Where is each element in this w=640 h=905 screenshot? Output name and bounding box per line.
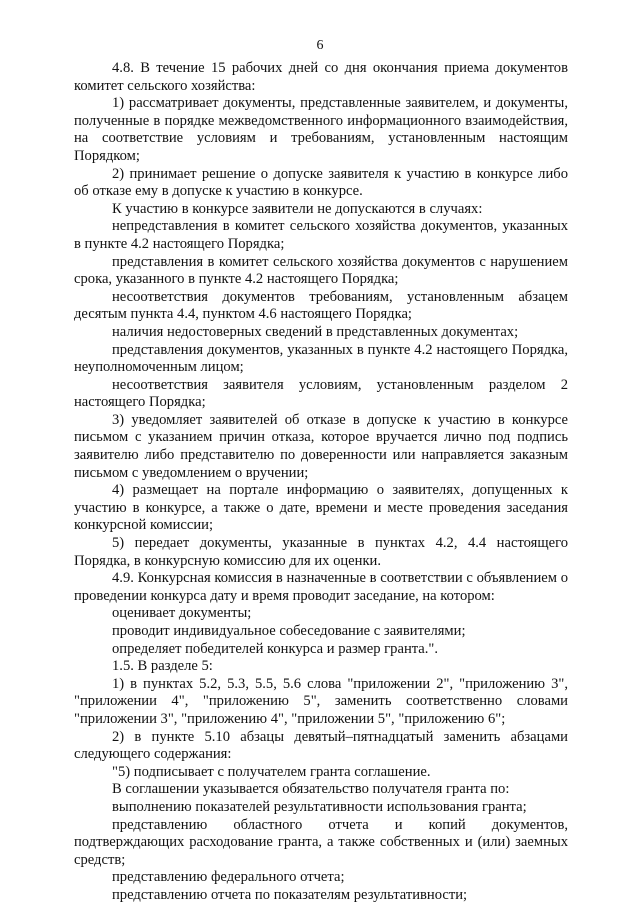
page-number: 6 [316, 38, 324, 53]
paragraph-4-9: 4.9. Конкурсная комиссия в назначенные в соответствии с объявлением о проведении конкурса дату и время проводит заседание, на котором: [74, 570, 568, 604]
paragraph-obligation-3: представлению федерального отчета; [112, 869, 345, 886]
paragraph-amend-1: 1) в пунктах 5.2, 5.3, 5.5, 5.6 слова "приложении 2", "приложению 3", "приложении 4", "приложению 5", заменить соответственно словами "приложении 3", "приложению 4", "приложении 5", "приложению 6"; [74, 675, 568, 727]
paragraph-evaluates: оценивает документы; [112, 605, 252, 622]
paragraph-case-2: представления в комитет сельского хозяйства документов с нарушением срока, указанного в пункте 4.2 настоящего Порядка; [74, 253, 568, 288]
paragraph-winners: определяет победителей конкурса и размер гранта.". [112, 640, 439, 657]
paragraph-case-5: представления документов, указанных в пункте 4.2 настоящего Порядка, неуполномоченным лицом; [74, 341, 568, 376]
paragraph-4-8: 4.8. В течение 15 рабочих дней со дня окончания приема документов комитет сельского хозяйства: [74, 60, 568, 94]
paragraph-case-3: несоответствия документов требованиям, установленным абзацем десятым пункта 4.4, пунктом 4.6 настоящего Порядка; [74, 288, 568, 323]
paragraph-case-6: несоответствия заявителя условиям, установленным разделом 2 настоящего Порядка; [74, 376, 568, 411]
paragraph-interview: проводит индивидуальное собеседование с заявителями; [112, 623, 466, 639]
paragraph-agreement-obligations: В соглашении указывается обязательство получателя гранта по: [112, 781, 510, 798]
paragraph-obligation-2: представлению областного отчета и копий документов, подтверждающих расходование гранта, а также собственных и (или) заемных средств; [74, 816, 568, 868]
paragraph-1-5: 1.5. В разделе 5: [112, 658, 213, 675]
paragraph-item-5: 5) передает документы, указанные в пунктах 4.2, 4.4 настоящего Порядка, в конкурсную комиссию для их оценки. [74, 535, 568, 569]
paragraph-item-4: 4) размещает на портале информацию о заявителях, допущенных к участию в конкурсе, а также о дате, времени и месте проведения заседания конкурсной комиссии; [74, 482, 568, 534]
paragraph-obligation-4: представлению отчета по показателям результативности; [112, 886, 468, 903]
paragraph-case-1: непредставления в комитет сельского хозяйства документов, указанных в пункте 4.2 настоящего Порядка; [74, 218, 568, 252]
paragraph-item-1: 1) рассматривает документы, представленные заявителем, и документы, полученные в порядке межведомственного информационного взаимодействия, на соответствие условиям и требованиям, установленным настоящим Порядком; [74, 95, 568, 164]
paragraph-sign-agreement: "5) подписывает с получателем гранта соглашение. [112, 763, 431, 780]
document-body [74, 60, 568, 905]
paragraph-item-3: 3) уведомляет заявителей об отказе в допуске к участию в конкурсе письмом с указанием причин отказа, которое вручается лично под подпись заявителю либо представителю по доверенности или направляется заказным письмом с уведомлением о вручении; [74, 411, 568, 481]
paragraph-not-admitted: К участию в конкурсе заявители не допускаются в случаях: [112, 200, 483, 217]
paragraph-amend-2: 2) в пункте 5.10 абзацы девятый–пятнадцатый заменить абзацами следующего содержания: [74, 728, 568, 763]
paragraph-case-4: наличия недостоверных сведений в представленных документах; [112, 323, 519, 340]
paragraph-obligation-1: выполнению показателей результативности использования гранта; [112, 798, 527, 815]
paragraph-item-2: 2) принимает решение о допуске заявителя к участию в конкурсе либо об отказе ему в допуске к участию в конкурсе. [74, 165, 568, 200]
